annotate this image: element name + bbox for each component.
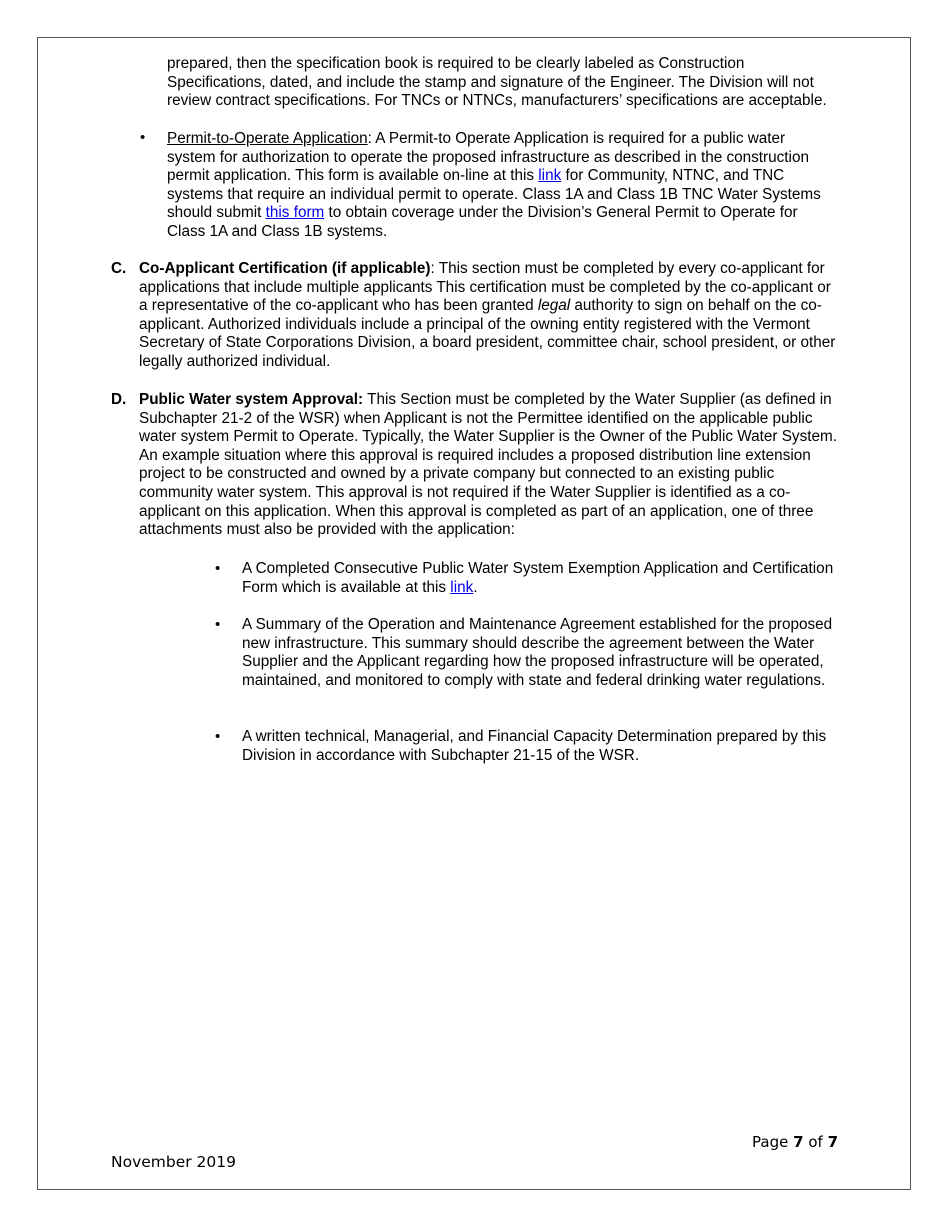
permit-to-operate-paragraph: Permit-to-Operate Application: A Permit-to Operate Application is required for a public water system for authorization to operate the proposed infrastructure as described in the construction permit application. This form is available on-line at this link for Community, NTNC, and TNC systems that require an individual permit to operate. Class 1A and Class 1B TNC Water Systems should submit this form to obtain coverage under the Division’s General Permit to Operate for Class 1A and Class 1B systems. — [167, 130, 821, 240]
section-c-paragraph: Co-Applicant Certification (if applicable): This section must be completed by every co-applicant for applications that include multiple applicants This certification must be completed by the co-applicant or a representative of the co-applicant who has been granted legal authority to sign on behalf on the co-applicant. Authorized individuals include a principal of the owning entity registered with the Vermont Secretary of State Corporations Division, a board president, committee chair, school president, or other legally authorized individual. — [139, 260, 836, 370]
section-c-letter: C. — [111, 260, 127, 277]
bullet-marker: • — [215, 560, 221, 577]
section-d-paragraph: Public Water system Approval: This Section must be completed by the Water Supplier (as defined in Subchapter 21-2 of the WSR) when Applicant is not the Permittee identified on the applicable public water system Permit to Operate. Typically, the Water Supplier is the Owner of the Public Water System. An example situation where this approval is required includes a proposed distribution line extension project to be constructed and owned by a private company but connected to an existing public community water system. This approval is not required if the Water Supplier is identified as a co-applicant on this application. When this approval is completed as part of an application, one of three attachments must also be provided with the application: — [139, 391, 837, 539]
footer-date: November 2019 — [111, 1153, 237, 1171]
bullet-marker: • — [215, 728, 221, 745]
section-d-letter: D. — [111, 391, 127, 408]
attachment-item-exemption-form: A Completed Consecutive Public Water System Exemption Application and Certification Form which is available at this link. — [242, 560, 834, 596]
permit-to-operate-link[interactable]: link — [538, 167, 562, 185]
spec-continuation-paragraph: prepared, then the specification book is required to be clearly labeled as Construction Specifications, dated, and include the stamp and signature of the Engineer. The Division will not review contract specifications. For TNCs or NTNCs, manufacturers’ specifications are acceptable. — [167, 55, 827, 110]
bullet-marker: • — [215, 616, 221, 633]
page-number: Page 7 of 7 — [752, 1133, 838, 1151]
section-c-title: Co-Applicant Certification (if applicable) — [139, 260, 431, 277]
attachment-item-capacity-determination: A written technical, Managerial, and Financial Capacity Determination prepared by this Division in accordance with Subchapter 21-15 of the WSR. — [242, 728, 827, 764]
section-d-title: Public Water system Approval: — [139, 391, 364, 408]
permit-to-operate-title: Permit-to-Operate Application — [167, 130, 368, 147]
exemption-form-link[interactable]: link — [450, 578, 474, 596]
general-permit-form-link[interactable]: this form — [265, 204, 325, 222]
bullet-marker: • — [140, 129, 146, 146]
attachment-item-om-summary: A Summary of the Operation and Maintenance Agreement established for the proposed new infrastructure. This summary should describe the agreement between the Water Supplier and the Applicant regarding how the proposed infrastructure will be operated, maintained, and monitored to comply with state and federal drinking water regulations. — [242, 616, 833, 689]
